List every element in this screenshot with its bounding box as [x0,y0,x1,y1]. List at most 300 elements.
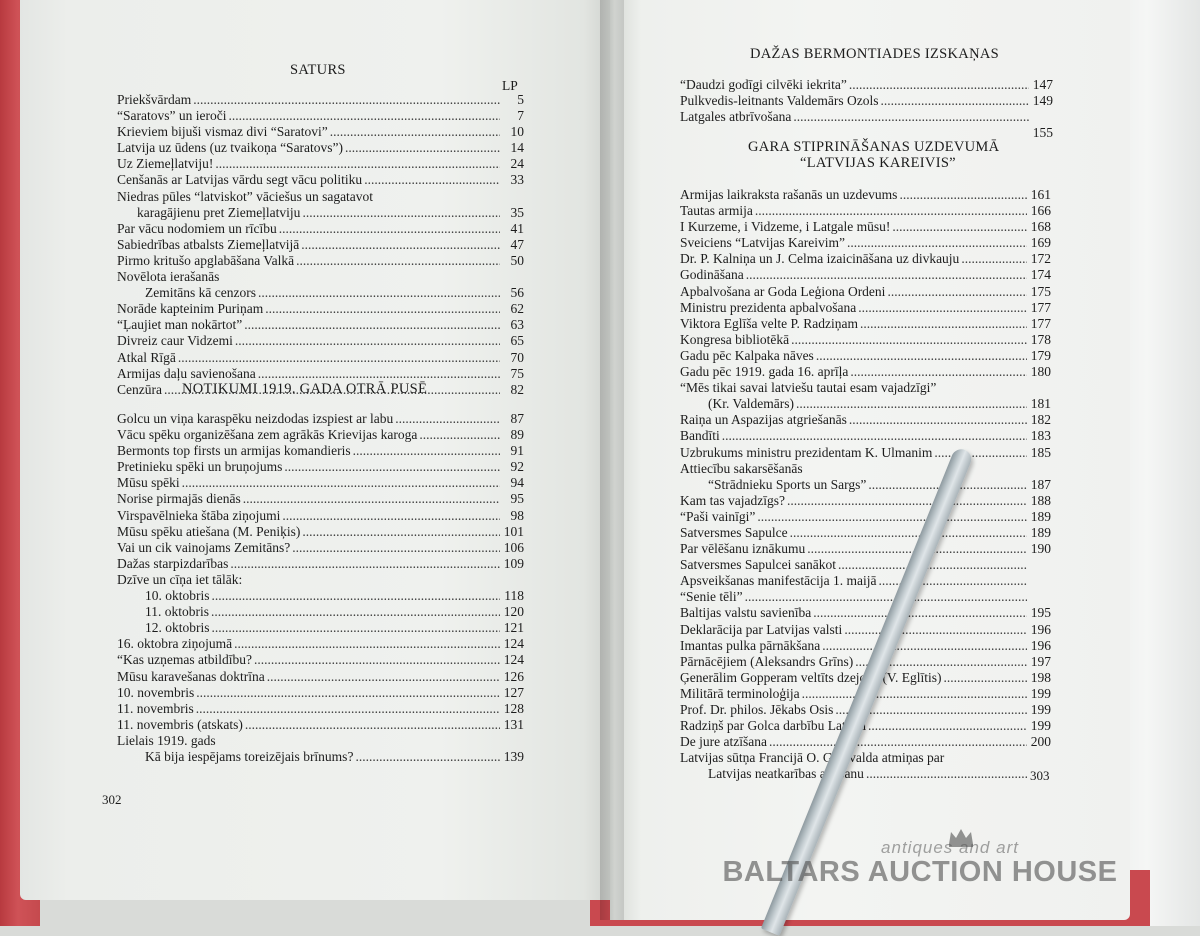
toc-entry-page: 168 [1030,219,1051,235]
toc-entry-title: Sveiciens “Latvijas Kareivim” [680,235,845,251]
toc-leader-dots [345,140,500,156]
toc-leader-dots [868,718,1027,734]
toc-entry [117,140,524,156]
toc-entry-page: 199 [1030,702,1051,717]
toc-leader-dots [722,428,1027,444]
toc-entry [117,604,524,620]
toc-entry-page: 120 [503,604,524,620]
toc-entry-page: 161 [1030,187,1051,202]
toc-entry-title: “Paši vainīgi” [680,508,756,524]
toc-leader-dots [215,156,500,172]
toc-entry-page: 106 [503,539,524,555]
toc-entry-title: Latgales atbrīvošana [680,109,792,125]
toc-entry-page: 182 [1030,412,1051,428]
toc-entry-title: Zemitāns kā cenzors [145,285,256,301]
toc-entry-page: 124 [503,636,524,652]
toc-entry [680,396,1051,412]
toc-entry-title: Raiņa un Aspazijas atgriešanās [680,412,847,428]
toc-leader-dots [244,317,500,333]
toc-entry [117,269,524,285]
toc-entry-title: Gadu pēc Kalpaka nāves [680,347,814,363]
toc-entry-page: 177 [1030,299,1051,315]
toc-entry-page: 7 [517,108,524,124]
toc-entry-page: 196 [1030,637,1051,653]
toc-entry-title: Par vēlēšanu iznākumu [680,541,806,557]
toc-entry-title: Bermonts top firsts un armijas komandieris [117,443,351,459]
toc-entry [680,493,1051,509]
toc-entry-title: Pārnācējiem (Aleksandrs Grīns) [680,653,854,669]
toc-leader-dots [790,525,1027,541]
toc-entry [117,652,524,668]
toc-entry-title: “Mēs tikai savai latviešu tautai esam vajadzīgi” [680,380,937,396]
toc-entry [117,92,524,108]
toc-leader-dots [787,493,1027,509]
toc-entry-page: 175 [1030,283,1051,299]
toc-entry-page: 5 [517,92,524,107]
toc-entry-page: 10 [510,124,524,140]
toc-entry-page: 185 [1030,444,1051,460]
toc-entry-page: 199 [1030,685,1051,701]
toc-entry-page: 124 [503,652,524,668]
toc-entry-title: Apsveikšanas manifestācija 1. maijā [680,573,877,589]
toc-entry-title: “Senie tēli” [680,589,743,605]
toc-entry-title: “Ļaujiet man nokārtot” [117,317,243,333]
toc-entry-page: 127 [503,684,524,700]
toc-entry-page: 188 [1030,492,1051,508]
toc-leader-dots [196,685,500,701]
toc-entry-page: 147 [1032,77,1053,92]
toc-entry-title: Dažas starpizdarības [117,555,229,571]
toc-leader-dots [230,556,500,572]
toc-entry [117,556,524,572]
left-page-number: 302 [102,792,122,807]
toc-entry [680,541,1051,557]
toc-entry [117,124,524,140]
toc-entry [680,750,1051,766]
toc-leader-dots [822,638,1027,654]
toc-entry-title: Dr. P. Kalniņa un J. Celma izaicināšana uz divkauju [680,251,960,267]
toc-entry [680,557,1051,573]
toc-entry-page: 190 [1030,541,1051,557]
toc-entry-page: 109 [503,555,524,571]
toc-entry [117,156,524,172]
toc-entry [117,669,524,685]
toc-leader-dots [850,364,1027,380]
toc-entry-page: 128 [503,700,524,716]
toc-entry-page: 178 [1030,331,1051,347]
toc-entry [117,620,524,636]
toc-entry [117,459,524,475]
toc-entry-page: 180 [1030,364,1051,380]
toc-entry-title: 11. oktobris [145,604,209,620]
toc-leader-dots [847,235,1027,251]
toc-entry [680,525,1051,541]
toc-entry-page: 195 [1030,605,1051,621]
toc-entry [117,540,524,556]
toc-entry [117,572,524,588]
toc-entry-page: 121 [503,620,524,636]
toc-leader-dots [791,332,1027,348]
toc-leader-dots [961,251,1027,267]
toc-entry-title: Novēlota ierašanās [117,269,220,285]
toc-entry [680,348,1051,364]
toc-entry [117,205,524,221]
toc-entry-page: 95 [510,491,524,507]
toc-leader-dots [235,333,500,349]
toc-entry [117,701,524,717]
toc-entry [680,251,1051,267]
toc-entry-page: 166 [1030,203,1051,219]
toc-leader-dots [934,445,1027,461]
toc-leader-dots [228,108,500,124]
toc-entry-page: 62 [510,301,524,317]
toc-entry-title: karagājienu pret Ziemeļlatviju [137,204,301,220]
toc-entry-title: 12. oktobris [145,620,210,636]
toc-entry-page: 89 [510,427,524,443]
toc-entry-title: Militārā terminoloģija [680,685,800,701]
toc-leader-dots [243,491,500,507]
toc-entry-title: Pulkvedis-leitnants Valdemārs Ozols [680,93,879,109]
toc-entry-title: 10. oktobris [145,588,210,604]
toc-entry [680,589,1051,605]
toc-entry-page: 172 [1030,251,1051,267]
toc-entry [117,301,524,317]
toc-entry-title: 16. oktobra ziņojumā [117,636,233,652]
toc-leader-dots [746,267,1027,283]
toc-entry [680,316,1051,332]
toc-entry-title: Vācu spēku organizēšana zem agrākās Krievijas karoga [117,427,418,443]
toc-entry-page: 126 [503,668,524,684]
toc-entry-page: 200 [1030,734,1051,750]
toc-entry-title: Attiecību sakarsēšanās [680,460,803,476]
toc-entry-title: Kam tas vajadzīgs? [680,492,785,508]
toc-entry-page: 94 [510,475,524,491]
toc-entry-page: 91 [510,443,524,459]
toc-entry-title: Apbalvošana ar Goda Leģiona Ordeni [680,283,886,299]
toc-leader-dots [757,509,1027,525]
toc-entry-title: Vai un cik vainojams Zemitāns? [117,539,291,555]
toc-leader-dots [267,669,500,685]
left-toc-section-1 [117,92,524,398]
toc-entry [117,221,524,237]
toc-leader-dots [182,475,500,491]
toc-entry [117,366,524,382]
toc-entry-page: 14 [510,140,524,156]
toc-entry-title: 11. novembris (atskats) [117,716,243,732]
toc-entry [117,717,524,733]
toc-entry-title: Mūsu spēku atiešana (M. Peniķis) [117,523,301,539]
toc-leader-dots [196,701,500,717]
toc-entry-page: 75 [510,365,524,381]
toc-entry [117,253,524,269]
lp-label: LP [502,78,518,93]
toc-entry-title: Latvija uz ūdens (uz tvaikoņa “Saratovs”) [117,140,344,156]
toc-entry [680,622,1051,638]
toc-leader-dots [755,203,1027,219]
toc-leader-dots [330,124,500,140]
toc-entry [117,636,524,652]
toc-entry-page: 98 [510,507,524,523]
toc-entry [117,172,524,188]
toc-entry-page: 169 [1030,235,1051,251]
right-page-number: 303 [1030,768,1050,783]
toc-entry [117,508,524,524]
toc-entry [117,491,524,507]
toc-entry-page: 181 [1030,396,1051,412]
toc-entry-title: Norise pirmajās dienās [117,491,241,507]
toc-entry-page: 65 [510,333,524,349]
toc-entry [117,475,524,491]
toc-leader-dots [292,540,500,556]
toc-entry [117,285,524,301]
toc-leader-dots [802,686,1027,702]
toc-leader-dots [258,366,500,382]
toc-entry [117,427,524,443]
toc-entry-title: Cenšanās ar Latvijas vārdu segt vācu politiku [117,172,363,188]
toc-entry-title: Mūsu spēki [117,475,180,491]
toc-leader-dots [844,622,1027,638]
toc-entry-title: Deklarācija par Latvijas valsti [680,621,843,637]
toc-entry [680,187,1051,203]
toc-entry-page: 82 [510,381,524,397]
toc-leader-dots [395,411,500,427]
toc-leader-dots [178,350,500,366]
right-section-2-title-line1: GARA STIPRINĀŠANAS UZDEVUMĀ [748,139,1000,155]
toc-entry [680,219,1051,235]
toc-entry-page: 87 [510,411,524,426]
toc-entry-page: 92 [510,459,524,475]
toc-entry-title: Baltijas valstu savienība [680,605,812,621]
toc-entry-title: Armijas laikraksta rašanās un uzdevums [680,187,898,202]
toc-entry [680,461,1051,477]
toc-entry-page: 131 [503,716,524,732]
toc-leader-dots [899,187,1027,203]
toc-entry [680,445,1051,461]
toc-leader-dots [816,348,1027,364]
toc-leader-dots [866,766,1027,782]
toc-entry-page: 50 [510,252,524,268]
toc-entry-page: 33 [510,172,524,188]
toc-leader-dots [849,412,1027,428]
toc-entry-page: 199 [1030,718,1051,734]
toc-leader-dots [211,604,500,620]
toc-entry-title: Satversmes Sapulce [680,524,788,540]
toc-entry-title: 11. novembris [117,700,194,716]
toc-entry-page: 24 [510,156,524,172]
toc-entry-title: I Kurzeme, i Vidzeme, i Latgale mūsu! [680,219,891,235]
toc-entry-page: 139 [503,748,524,764]
toc-entry-title: Radziņš par Golca darbību Latvijā [680,718,866,734]
toc-entry [117,411,524,427]
toc-entry [680,766,1051,782]
toc-leader-dots [943,670,1027,686]
toc-entry-title: Krieviem bijuši vismaz divi “Saratovi” [117,124,328,140]
toc-entry-page: 198 [1030,669,1051,685]
toc-entry [680,332,1051,348]
toc-leader-dots [355,749,500,765]
toc-entry [680,638,1051,654]
toc-entry [117,749,524,765]
toc-entry-title: Cenzūra [117,381,162,397]
toc-entry-title: Viktora Eglīša velte P. Radziņam [680,315,859,331]
toc-entry-title: Lielais 1919. gads [117,732,216,748]
toc-leader-dots [265,301,500,317]
toc-entry-title: Kā bija iespējams toreizējais brīnums? [145,748,354,764]
toc-entry-title: Uzbrukums ministru prezidentam K. Ulmanim [680,444,933,460]
toc-entry [680,77,1053,93]
toc-entry-title: Imantas pulka pārnākšana [680,637,821,653]
toc-leader-dots [419,427,500,443]
toc-entry-page: 47 [510,236,524,252]
toc-entry-title: Latvijas sūtņa Francijā O. Grosvalda atmiņas par [680,750,945,766]
toc-leader-dots [212,588,500,604]
toc-leader-dots [302,205,500,221]
toc-entry [680,477,1051,493]
toc-entry-title: Ministru prezidenta apbalvošana [680,299,857,315]
toc-leader-dots [258,285,500,301]
toc-entry-title: Kongresa bibliotēkā [680,331,790,347]
toc-entry-page: 70 [510,349,524,365]
toc-leader-dots [838,557,1027,573]
toc-entry-page: 155 [1032,125,1053,141]
toc-leader-dots [860,316,1027,332]
toc-entry-page: 149 [1032,93,1053,109]
book-gutter [600,0,624,920]
toc-entry [680,364,1051,380]
toc-entry-title: Tautas armija [680,203,753,219]
toc-entry [680,380,1051,396]
toc-entry [117,108,524,124]
right-section-2-title-line2: “LATVIJAS KAREIVIS” [800,155,956,171]
watermark [720,838,1120,889]
toc-entry-title: Latvijas neatkarības atzīšanu [708,766,864,782]
toc-entry-page: 174 [1030,267,1051,283]
toc-entry [680,109,1053,125]
watermark-brand: BALTARS AUCTION HOUSE [722,856,1118,888]
left-toc-section-2 [117,411,524,765]
toc-entry-title: Bandīti [680,428,720,444]
toc-leader-dots [193,92,500,108]
toc-entry-title: Norāde kapteinim Puriņam [117,301,264,317]
toc-entry [680,428,1051,444]
toc-entry-title: “Strādnieku Sports un Sargs” [708,476,867,492]
toc-entry-page: 56 [510,285,524,301]
toc-leader-dots [887,284,1027,300]
toc-entry [117,685,524,701]
toc-entry [117,333,524,349]
toc-leader-dots [234,636,500,652]
toc-leader-dots [282,508,500,524]
toc-entry-title: Par vācu nodomiem un rīcību [117,220,277,236]
toc-entry-title: Divreiz caur Vidzemi [117,333,233,349]
toc-leader-dots [849,77,1029,93]
toc-entry-title: “Kas uzņemas atbildību? [117,652,252,668]
toc-leader-dots [364,172,500,188]
toc-entry-title: Gadu pēc 1919. gada 16. aprīļa [680,364,849,380]
toc-entry [680,412,1051,428]
toc-entry [680,509,1051,525]
toc-entry-page: 41 [510,220,524,236]
toc-entry [117,189,524,205]
toc-entry-title: “Daudzi godīgi cilvēki iekrita” [680,77,847,92]
toc-entry-title: (Kr. Valdemārs) [708,396,794,412]
toc-entry-page: 101 [503,523,524,539]
toc-leader-dots [353,443,500,459]
toc-leader-dots [254,652,500,668]
toc-entry [680,605,1051,621]
toc-leader-dots [302,524,500,540]
toc-entry-title: Godināšana [680,267,744,283]
toc-leader-dots [284,459,500,475]
toc-entry-title: 10. novembris [117,684,195,700]
toc-entry [117,733,524,749]
toc-entry [680,93,1053,109]
watermark-tagline: antiques and art [881,838,1019,857]
toc-entry-title: Dzīve un cīņa iet tālāk: [117,571,243,587]
toc-entry-page: 196 [1030,621,1051,637]
toc-entry [117,524,524,540]
toc-entry-page: 189 [1030,524,1051,540]
toc-entry-title: Ģenerālim Gopperam veltīts dzejolis (V. Eglītis) [680,669,942,685]
left-section-2-title: NOTIKUMI 1919. GADA OTRĀ PUSĒ [182,381,428,397]
left-page-title: SATURS [290,62,346,78]
toc-leader-dots [880,93,1029,109]
toc-entry-title: Sabiedrības atbalsts Ziemeļlatvijā [117,236,300,252]
toc-entry [117,588,524,604]
toc-entry-title: “Saratovs” un ieroči [117,108,227,124]
toc-entry [680,300,1051,316]
toc-entry-page: 177 [1030,315,1051,331]
toc-entry-page: 187 [1030,476,1051,492]
toc-leader-dots [796,396,1027,412]
toc-entry-title: Virspavēlnieka štāba ziņojumi [117,507,281,523]
toc-leader-dots [296,253,500,269]
toc-entry-title: Pretinieku spēki un bruņojums [117,459,283,475]
toc-entry-title: Uz Ziemeļlatviju! [117,156,214,172]
toc-entry-title: De jure atzīšana [680,734,767,750]
toc-leader-dots [769,734,1027,750]
toc-entry-page: 183 [1030,428,1051,444]
toc-entry [117,350,524,366]
toc-entry [680,734,1051,750]
toc-entry-page: 118 [504,588,524,604]
toc-entry [680,235,1051,251]
toc-entry [680,267,1051,283]
toc-entry [117,317,524,333]
toc-leader-dots [793,109,1029,125]
toc-leader-dots [212,620,500,636]
toc-entry-page: 179 [1030,347,1051,363]
toc-leader-dots [245,717,500,733]
toc-entry-page: 63 [510,317,524,333]
toc-leader-dots [301,237,500,253]
toc-entry-title: Atkal Rīgā [117,349,176,365]
toc-entry [117,237,524,253]
toc-entry-title: Armijas daļu savienošana [117,365,256,381]
toc-entry [117,443,524,459]
toc-entry-title: Priekšvārdam [117,92,192,107]
toc-leader-dots [892,219,1027,235]
toc-entry-page: 189 [1030,508,1051,524]
toc-entry [680,203,1051,219]
toc-entry-title: Niedras pūles “latviskot” vāciešus un sagatavot [117,188,374,204]
toc-entry-page: 35 [510,204,524,220]
toc-leader-dots [858,300,1027,316]
toc-entry-title: Satversmes Sapulcei sanākot [680,557,836,573]
right-toc-section-1 [680,77,1053,141]
toc-entry-page: 197 [1030,653,1051,669]
toc-leader-dots [745,589,1027,605]
